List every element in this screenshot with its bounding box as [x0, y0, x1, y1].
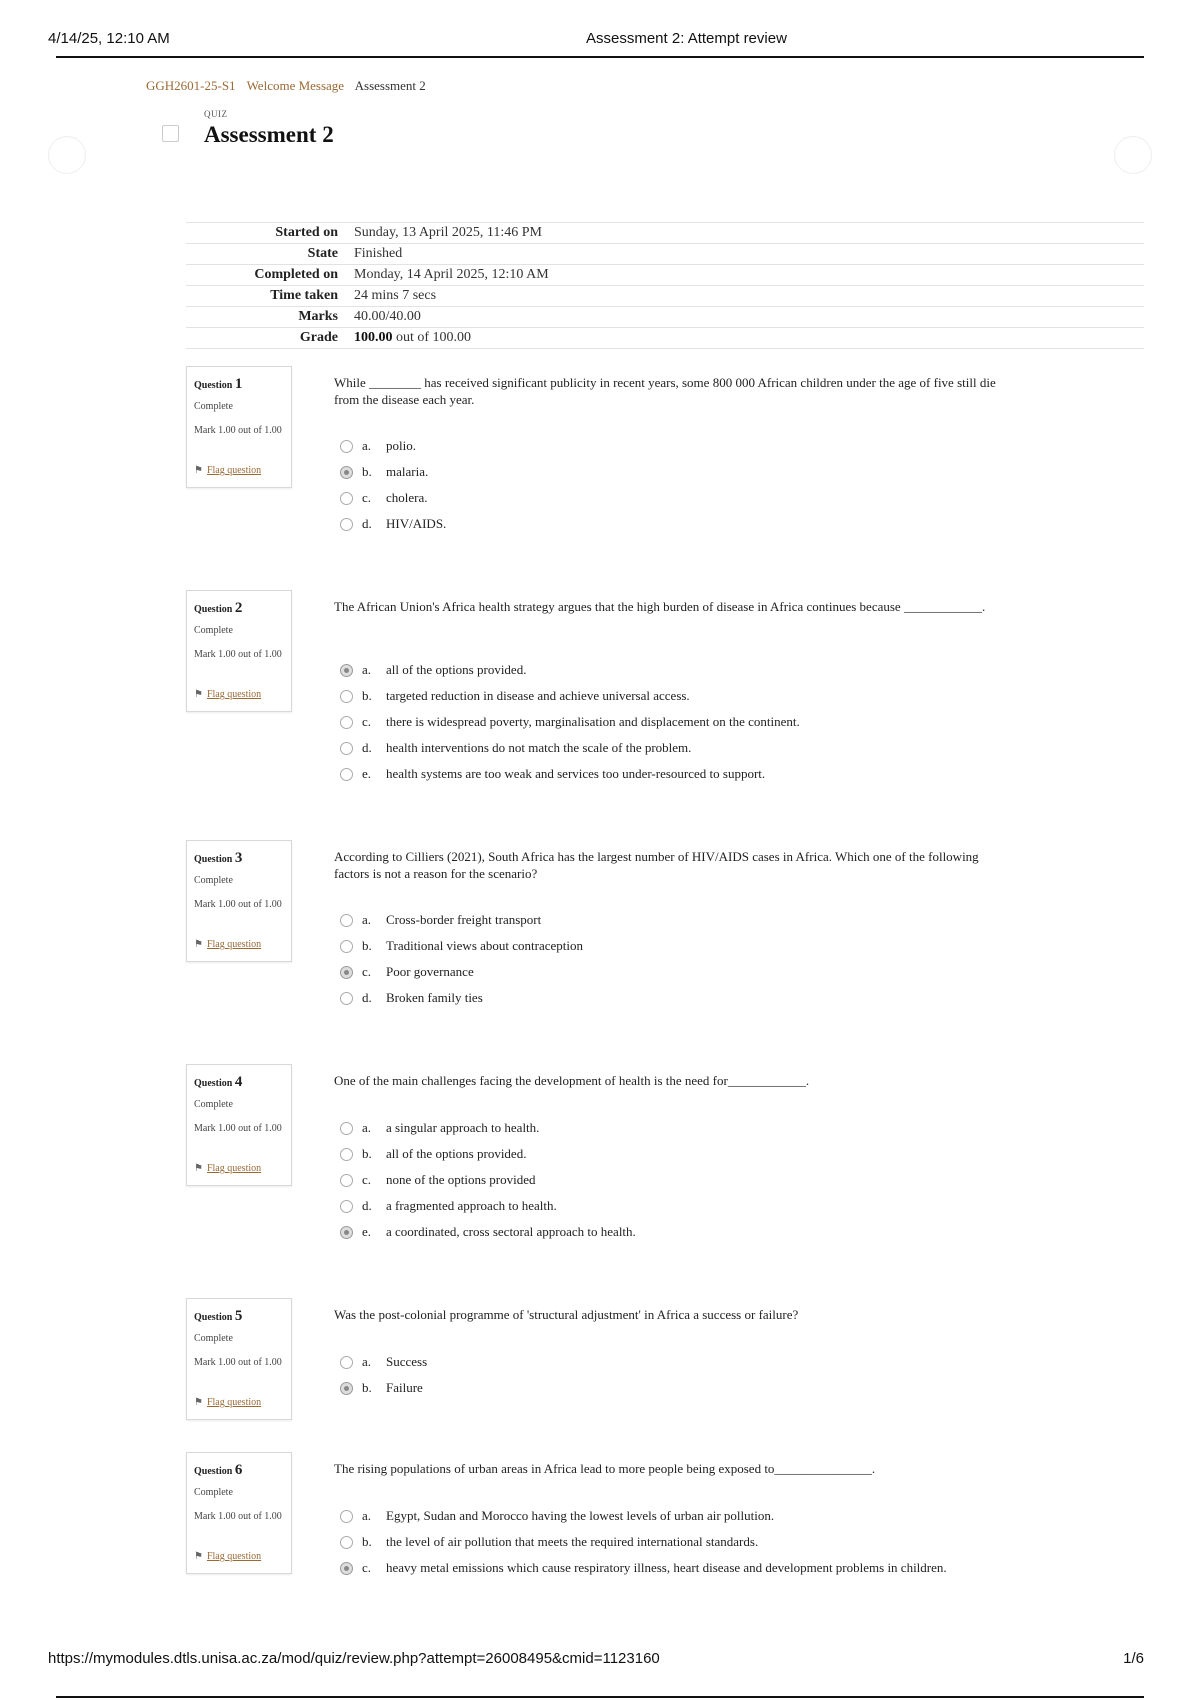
- question-prefix: Question: [194, 1466, 233, 1477]
- question-prefix: Question: [194, 854, 233, 865]
- flag-question-link[interactable]: [194, 1551, 261, 1562]
- question-num: 6: [234, 1462, 243, 1478]
- flag-question-label: Flag question: [206, 689, 262, 700]
- question-num: 5: [234, 1308, 243, 1324]
- answer-letter: c.: [362, 1172, 372, 1187]
- answer-text: health interventions do not match the scale of the problem.: [386, 740, 692, 755]
- answer-text: all of the options provided.: [386, 1146, 527, 1161]
- flag-question-label: Flag question: [206, 1551, 262, 1562]
- question-state: Complete: [194, 1333, 233, 1344]
- summary-label: Started on: [275, 225, 338, 240]
- question-info-box: [186, 1064, 292, 1186]
- question-number: [194, 1074, 242, 1091]
- question-number: [194, 1308, 242, 1325]
- question-prefix: Question: [194, 380, 233, 391]
- answer-letter: d.: [362, 1198, 372, 1213]
- radio-icon[interactable]: [340, 1174, 353, 1187]
- next-nav-button[interactable]: [1114, 136, 1152, 174]
- radio-icon[interactable]: [340, 1382, 353, 1395]
- question-text: The rising populations of urban areas in Africa lead to more people being exposed to_______________.: [334, 1461, 876, 1476]
- summary-value: 40.00/40.00: [354, 309, 421, 324]
- summary-value: 24 mins 7 secs: [354, 288, 437, 303]
- answer-letter: a.: [362, 662, 372, 677]
- summary-label: State: [307, 246, 338, 261]
- question-number: [194, 1462, 242, 1479]
- answer-letter: b.: [362, 688, 372, 703]
- question-state: Complete: [194, 401, 233, 412]
- radio-icon[interactable]: [340, 1356, 353, 1369]
- flag-icon: ⚑: [194, 1163, 203, 1174]
- radio-icon[interactable]: [340, 768, 353, 781]
- radio-icon[interactable]: [340, 1122, 353, 1135]
- radio-icon[interactable]: [340, 742, 353, 755]
- radio-icon[interactable]: [340, 1510, 353, 1523]
- flag-icon: ⚑: [194, 1551, 203, 1562]
- question-num: 3: [234, 850, 243, 866]
- attempt-summary-table: [186, 222, 1144, 349]
- flag-icon: ⚑: [194, 689, 203, 700]
- question-info-box: [186, 1452, 292, 1574]
- radio-icon[interactable]: [340, 1226, 353, 1239]
- question-state: Complete: [194, 625, 233, 636]
- answer-text: heavy metal emissions which cause respiratory illness, heart disease and development problems in children.: [386, 1560, 947, 1575]
- summary-value: [354, 330, 471, 346]
- answer-text: Failure: [386, 1380, 423, 1395]
- radio-icon[interactable]: [340, 1200, 353, 1213]
- activity-type-label: QUIZ: [204, 109, 228, 119]
- question-number: [194, 850, 242, 867]
- answer-letter: b.: [362, 1534, 372, 1549]
- question-grade: Mark 1.00 out of 1.00: [194, 1511, 282, 1522]
- summary-row: [186, 244, 1144, 265]
- prev-nav-button[interactable]: [48, 136, 86, 174]
- answer-text: health systems are too weak and services too under-resourced to support.: [386, 766, 766, 781]
- footer-rule: [56, 1696, 1144, 1698]
- summary-label: Completed on: [254, 267, 338, 282]
- question-number: [194, 600, 242, 617]
- flag-question-label: Flag question: [206, 465, 262, 476]
- quiz-icon: [162, 125, 179, 142]
- question-grade: Mark 1.00 out of 1.00: [194, 649, 282, 660]
- answer-letter: a.: [362, 912, 372, 927]
- answer-letter: b.: [362, 464, 372, 479]
- flag-question-link[interactable]: [194, 465, 261, 476]
- summary-value: Finished: [354, 246, 403, 261]
- question-text: One of the main challenges facing the development of health is the need for____________.: [334, 1073, 810, 1088]
- answer-letter: a.: [362, 1354, 372, 1369]
- question-state: Complete: [194, 1099, 233, 1110]
- answer-text: Broken family ties: [386, 990, 483, 1005]
- answer-text: malaria.: [386, 464, 429, 479]
- radio-icon[interactable]: [340, 1536, 353, 1549]
- question-text: Was the post-colonial programme of 'structural adjustment' in Africa a success or failure?: [334, 1307, 799, 1322]
- answer-letter: d.: [362, 990, 372, 1005]
- question-state: Complete: [194, 875, 233, 886]
- answer-letter: a.: [362, 1120, 372, 1135]
- flag-icon: ⚑: [194, 1397, 203, 1408]
- answer-text: the level of air pollution that meets the required international standards.: [386, 1534, 759, 1549]
- question-prefix: Question: [194, 604, 233, 615]
- radio-icon[interactable]: [340, 1562, 353, 1575]
- flag-question-link[interactable]: [194, 1397, 261, 1408]
- answer-letter: b.: [362, 1146, 372, 1161]
- question-num: 1: [234, 376, 243, 392]
- answer-text: there is widespread poverty, marginalisation and displacement on the continent.: [386, 714, 800, 729]
- question-info-box: [186, 366, 292, 488]
- breadcrumb: [146, 78, 434, 94]
- answer-text: a singular approach to health.: [386, 1120, 540, 1135]
- flag-question-link[interactable]: [194, 1163, 261, 1174]
- radio-icon[interactable]: [340, 914, 353, 927]
- summary-row: [186, 286, 1144, 307]
- summary-label: Time taken: [270, 288, 338, 303]
- answer-text: Cross-border freight transport: [386, 912, 542, 927]
- question-state: Complete: [194, 1487, 233, 1498]
- flag-question-label: Flag question: [206, 1163, 262, 1174]
- answer-text: a fragmented approach to health.: [386, 1198, 557, 1213]
- header-rule: [56, 56, 1144, 58]
- summary-row: [186, 307, 1144, 328]
- question-info-box: [186, 1298, 292, 1420]
- page-title: Assessment 2: [204, 122, 334, 147]
- answer-text: Success: [386, 1354, 428, 1369]
- answer-letter: c.: [362, 1560, 372, 1575]
- flag-question-label: Flag question: [206, 939, 262, 950]
- answer-letter: d.: [362, 740, 372, 755]
- question-text: According to Cilliers (2021), South Africa has the largest number of HIV/AIDS cases in Africa. Which one of the following factors is not a reason for the scenario?: [334, 849, 979, 881]
- radio-icon[interactable]: [340, 492, 353, 505]
- answer-letter: c.: [362, 714, 372, 729]
- answer-letter: c.: [362, 964, 372, 979]
- print-header: [48, 30, 1144, 56]
- radio-icon[interactable]: [340, 1148, 353, 1161]
- answer-letter: e.: [362, 766, 372, 781]
- radio-icon[interactable]: [340, 716, 353, 729]
- flag-question-label: Flag question: [206, 1397, 262, 1408]
- answer-text: cholera.: [386, 490, 428, 505]
- summary-value: Monday, 14 April 2025, 12:10 AM: [354, 267, 549, 282]
- answer-letter: d.: [362, 516, 372, 531]
- summary-row: [186, 328, 1144, 349]
- flag-question-link[interactable]: [194, 689, 261, 700]
- radio-icon[interactable]: [340, 518, 353, 531]
- question-text: The African Union's Africa health strategy argues that the high burden of disease in Africa continues because ____________.: [334, 599, 986, 614]
- breadcrumb-current: Assessment 2: [354, 78, 426, 93]
- radio-icon[interactable]: [340, 664, 353, 677]
- question-grade: Mark 1.00 out of 1.00: [194, 425, 282, 436]
- radio-icon[interactable]: [340, 992, 353, 1005]
- print-date: 4/14/25, 12:10 AM: [48, 30, 170, 47]
- summary-row: [186, 223, 1144, 244]
- answer-text: all of the options provided.: [386, 662, 527, 677]
- answer-text: Traditional views about contraception: [386, 938, 584, 953]
- radio-icon[interactable]: [340, 966, 353, 979]
- radio-icon[interactable]: [340, 690, 353, 703]
- answer-letter: a.: [362, 1508, 372, 1523]
- breadcrumb-section[interactable]: Welcome Message: [246, 78, 345, 93]
- answer-letter: b.: [362, 1380, 372, 1395]
- question-num: 4: [234, 1074, 243, 1090]
- question-grade: Mark 1.00 out of 1.00: [194, 1357, 282, 1368]
- answer-text: polio.: [386, 438, 416, 453]
- answer-text: targeted reduction in disease and achieve universal access.: [386, 688, 690, 703]
- answer-letter: e.: [362, 1224, 372, 1239]
- radio-icon[interactable]: [340, 940, 353, 953]
- summary-value: Sunday, 13 April 2025, 11:46 PM: [354, 225, 542, 240]
- question-info-box: [186, 840, 292, 962]
- grade-total: out of 100.00: [392, 330, 472, 345]
- answer-text: Egypt, Sudan and Morocco having the lowest levels of urban air pollution.: [386, 1508, 775, 1523]
- answer-letter: a.: [362, 438, 372, 453]
- question-prefix: Question: [194, 1312, 233, 1323]
- flag-question-link[interactable]: [194, 939, 261, 950]
- question-info-box: [186, 590, 292, 712]
- radio-icon[interactable]: [340, 440, 353, 453]
- page-number: 1/6: [1123, 1650, 1144, 1667]
- breadcrumb-course[interactable]: GGH2601-25-S1: [146, 78, 236, 93]
- answer-letter: b.: [362, 938, 372, 953]
- summary-label: Marks: [298, 309, 338, 324]
- question-grade: Mark 1.00 out of 1.00: [194, 1123, 282, 1134]
- print-title: Assessment 2: Attempt review: [586, 30, 787, 47]
- answer-text: Poor governance: [386, 964, 474, 979]
- summary-row: [186, 265, 1144, 286]
- question-grade: Mark 1.00 out of 1.00: [194, 899, 282, 910]
- radio-icon[interactable]: [340, 466, 353, 479]
- answer-text: HIV/AIDS.: [386, 516, 447, 531]
- question-number: [194, 376, 242, 393]
- answer-letter: c.: [362, 490, 372, 505]
- question-prefix: Question: [194, 1078, 233, 1089]
- page-url: https://mymodules.dtls.unisa.ac.za/mod/quiz/review.php?attempt=26008495&cmid=1123160: [48, 1650, 660, 1667]
- summary-label: Grade: [299, 330, 338, 345]
- flag-icon: ⚑: [194, 939, 203, 950]
- answer-text: none of the options provided: [386, 1172, 536, 1187]
- answer-text: a coordinated, cross sectoral approach to health.: [386, 1224, 636, 1239]
- flag-icon: ⚑: [194, 465, 203, 476]
- question-text: While ________ has received significant publicity in recent years, some 800 000 African children under the age of five still die from the disease each year.: [334, 375, 996, 407]
- question-num: 2: [234, 600, 243, 616]
- grade-value: 100.00: [354, 330, 393, 345]
